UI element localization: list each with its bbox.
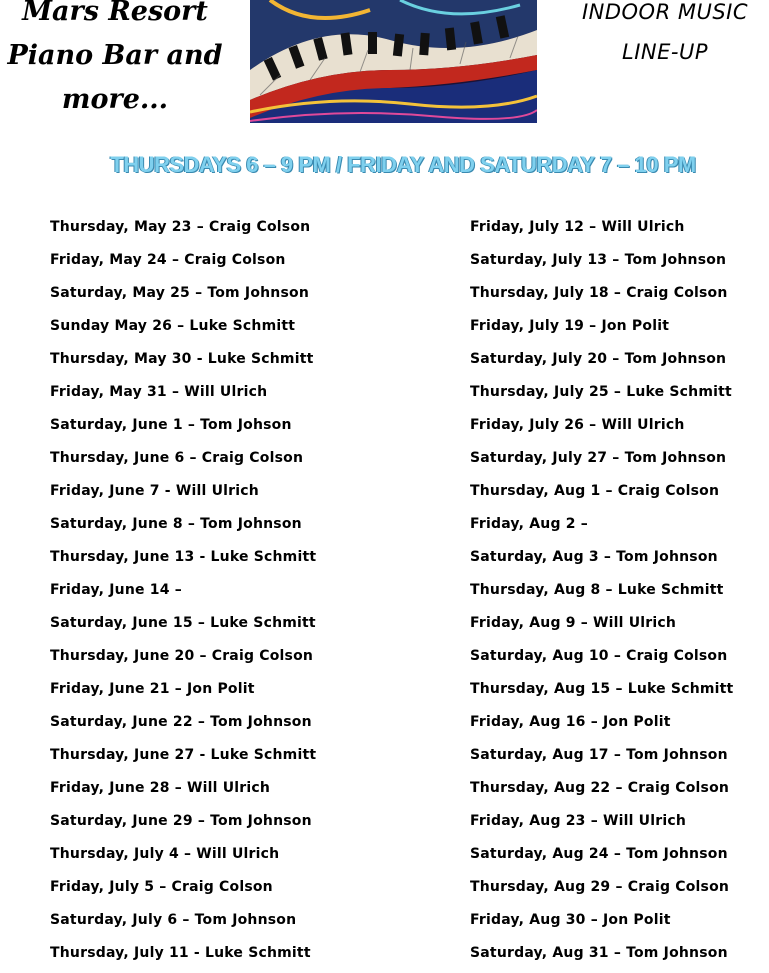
- schedule-entry: Thursday, July 4 – Will Ulrich: [50, 846, 280, 862]
- schedule-entry: Thursday, Aug 8 – Luke Schmitt: [470, 582, 724, 598]
- schedule-entry: Saturday, June 15 – Luke Schmitt: [50, 615, 316, 631]
- schedule-entry: Friday, Aug 23 – Will Ulrich: [470, 813, 687, 829]
- hours-banner: THURSDAYS 6 – 9 PM / FRIDAY AND SATURDAY 7 – 10 PM: [110, 152, 696, 177]
- schedule-entry: Thursday, June 20 – Craig Colson: [50, 648, 314, 664]
- subtitle-line-1: INDOOR MUSIC: [581, 0, 749, 24]
- schedule-entry: Friday, July 19 – Jon Polit: [470, 318, 670, 334]
- schedule-entry: Friday, June 28 – Will Ulrich: [50, 780, 271, 796]
- schedule-entry: Saturday, Aug 24 – Tom Johnson: [470, 846, 728, 862]
- schedule-entry: Friday, July 26 – Will Ulrich: [470, 417, 685, 433]
- schedule-entry: Thursday, June 13 - Luke Schmitt: [50, 549, 317, 565]
- schedule-entry: Saturday, Aug 17 – Tom Johnson: [470, 747, 728, 763]
- schedule-entry: Thursday, May 23 – Craig Colson: [50, 219, 311, 235]
- schedule-entry: Friday, June 14 –: [50, 582, 182, 598]
- schedule-entry: Friday, Aug 30 – Jon Polit: [470, 912, 671, 928]
- schedule-column-left: [50, 214, 316, 973]
- schedule-entry: Friday, June 21 – Jon Polit: [50, 681, 255, 697]
- title-line-1: Mars Resort: [22, 0, 208, 27]
- title-line-3: more...: [61, 84, 169, 115]
- schedule-entry: Friday, July 12 – Will Ulrich: [470, 219, 685, 235]
- schedule-entry: Saturday, Aug 3 – Tom Johnson: [470, 549, 718, 565]
- page-title: [0, 0, 230, 122]
- schedule-entry: Friday, July 5 – Craig Colson: [50, 879, 273, 895]
- schedule-entry: Saturday, May 25 – Tom Johnson: [50, 285, 309, 301]
- schedule-entry: Saturday, June 1 – Tom Johson: [50, 417, 292, 433]
- schedule-entry: Friday, May 31 – Will Ulrich: [50, 384, 268, 400]
- schedule-entry: Thursday, July 18 – Craig Colson: [470, 285, 728, 301]
- page-subtitle: [560, 0, 769, 72]
- schedule-entry: Thursday, July 25 – Luke Schmitt: [470, 384, 732, 400]
- schedule-entry: Thursday, Aug 29 – Craig Colson: [470, 879, 730, 895]
- schedule-entry: Saturday, July 6 – Tom Johnson: [50, 912, 297, 928]
- schedule-entry: Thursday, June 6 – Craig Colson: [50, 450, 304, 466]
- schedule-entry: Saturday, July 20 – Tom Johnson: [470, 351, 727, 367]
- schedule-entry: Thursday, July 11 - Luke Schmitt: [50, 945, 311, 961]
- schedule-entry: Friday, Aug 9 – Will Ulrich: [470, 615, 677, 631]
- schedule-entry: Thursday, Aug 15 – Luke Schmitt: [470, 681, 734, 697]
- schedule-entry: Friday, Aug 2 –: [470, 516, 588, 532]
- schedule-entry: Thursday, Aug 1 – Craig Colson: [470, 483, 720, 499]
- title-line-2: Piano Bar and: [7, 40, 223, 71]
- schedule-entry: Friday, May 24 – Craig Colson: [50, 252, 286, 268]
- schedule-entry: Thursday, May 30 - Luke Schmitt: [50, 351, 314, 367]
- schedule-entry: Sunday May 26 – Luke Schmitt: [50, 318, 296, 334]
- schedule-entry: Saturday, Aug 31 – Tom Johnson: [470, 945, 728, 961]
- schedule-entry: Friday, June 7 - Will Ulrich: [50, 483, 259, 499]
- schedule-entry: Saturday, July 27 – Tom Johnson: [470, 450, 727, 466]
- subtitle-line-2: LINE-UP: [622, 40, 708, 64]
- schedule-entry: Saturday, July 13 – Tom Johnson: [470, 252, 727, 268]
- schedule-column-right: [470, 214, 733, 973]
- schedule-entry: Saturday, June 29 – Tom Johnson: [50, 813, 312, 829]
- schedule-entry: Thursday, June 27 - Luke Schmitt: [50, 747, 317, 763]
- schedule-entry: Saturday, June 8 – Tom Johnson: [50, 516, 302, 532]
- schedule-entry: Friday, Aug 16 – Jon Polit: [470, 714, 671, 730]
- schedule-entry: Saturday, June 22 – Tom Johnson: [50, 714, 312, 730]
- schedule-entry: Thursday, Aug 22 – Craig Colson: [470, 780, 730, 796]
- piano-keys-painting-icon: [250, 0, 537, 123]
- schedule-entry: Saturday, Aug 10 – Craig Colson: [470, 648, 728, 664]
